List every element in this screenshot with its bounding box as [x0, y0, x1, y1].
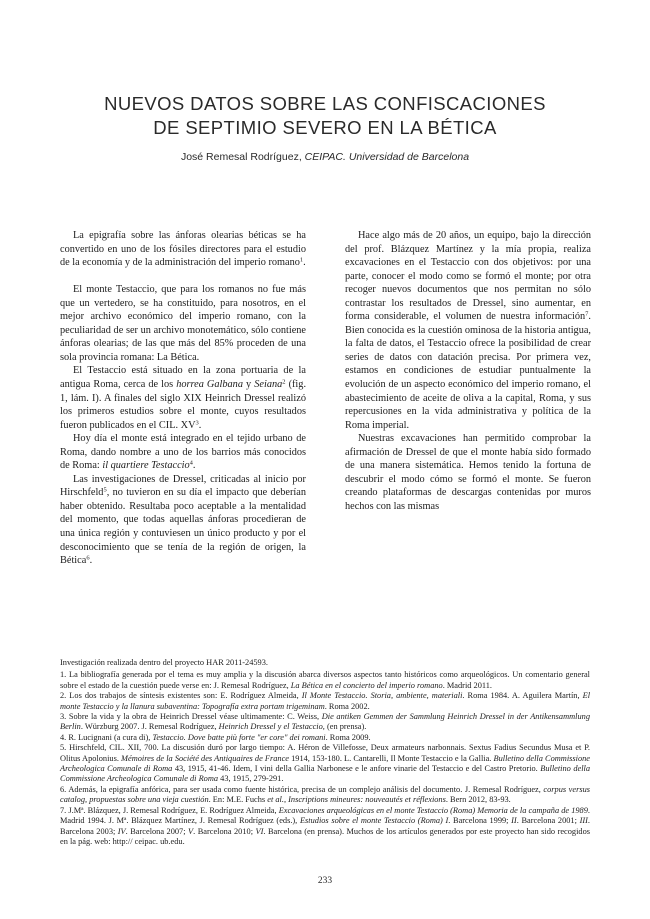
title-line-1: NUEVOS DATOS SOBRE LAS CONFISCACIONES: [104, 93, 546, 114]
footnote-2: 2. Los dos trabajos de síntesis existentes son: E. Rodríguez Almeida, Il Monte Testaccio. Storia, ambiente, materiali. Roma 1984. A. Aguilera Martín, El monte Testaccio y la llanura subaventina: Topografía extra portam trigeminam. Roma 2002.: [60, 691, 591, 711]
paragraph-5: Las investigaciones de Dressel, criticadas al inicio por Hirschfeld$^5$, no tuvieron en su día el impacto que deberían haber obtenido. Resultaba poco aceptable a la mentalidad del momento, que todas aquellas ánforas procedieran de una única región y contuviesen un único producto y por el desconocimiento que se tenía de la región de origen, la Bética$^6$.: [60, 473, 306, 567]
text-column-right: [345, 229, 591, 513]
author-affiliation: CEIPAC. Universidad de Barcelona: [304, 151, 470, 163]
paragraph-2: El monte Testaccio, que para los romanos no fue más que un vertedero, se ha constituido, para nosotros, en el mejor archivo económico del imperio romano, con la peculiaridad de ser un archivo monotemático, sólo contiene ánforas olearias; de las que más del 85% proceden de una sola provincia romana: La Bética.: [60, 284, 306, 363]
footnote-5: 5. Hirschfeld, CIL. XII, 700. La discusión duró por largo tiempo: A. Héron de Villefosse, Deux armateurs narbonnais. Sextus Fadius Secundus Musa et P. Olitus Apolonius. Mémoires de la Société des Antiquaires de France 1914, 153-180. L. Cantarelli, Il Monte Testaccio e la Gallia. Bulletino della Commissione Archeologica Comunale di Roma 43, 1915, 41-46. Idem, I vini della Gallia Narbonese e le anfore vinarie del Testaccio e del Castro Pretorio. Bulletino della Commissione Archeologica Comunale di Roma 43, 1915, 279-291.: [60, 743, 591, 784]
title-line-2: DE SEPTIMIO SEVERO EN LA BÉTICA: [153, 117, 497, 138]
footnote-7: 7. J.Mª. Blázquez, J. Remesal Rodríguez, E. Rodríguez Almeida, Excavaciones arqueológicas en el monte Testaccio (Roma) Memoria de la campaña de 1989. Madrid 1994. J. Mª. Blázquez Martínez, J. Remesal Rodríguez (eds.), Estudios sobre el monte Testaccio (Roma) I. Barcelona 1999; II. Barcelona 2001; III. Barcelona 2003; IV. Barcelona 2007; V. Barcelona 2010; VI. Barcelona (en prensa). Muchos de los artículos generados por este proyecto han sido recogidos en la pág. web: http:// ceipac. ub.edu.: [60, 805, 591, 846]
footnote-ref-3[interactable]: 3: [195, 419, 199, 427]
footnote-1: 1. La bibliografía generada por el tema es muy amplia y la discusión abarca diversos aspectos tanto históricos como arqueológicos. Un comentario general sobre el estado de la cuestión puede verse en: J. Remesal Rodríguez, La Bética en el concierto del imperio romano. Madrid 2011.: [60, 670, 590, 690]
paragraph-1: La epigrafía sobre las ánforas olearias béticas se ha convertido en uno de los fósiles directores para el estudio de la economía y de la administración del imperio romano$^1$.: [60, 230, 306, 269]
paragraph-7: Nuestras excavaciones han permitido comprobar la afirmación de Dressel de que el monte había sido formado de una manera sistemática. Hemos tenido la fortuna de descubrir el modo cómo se formó el monte. Se fueron creando plataformas de descargas contenidas por muros hechos con las mismas: [345, 433, 591, 512]
paragraph-4: Hoy día el monte está integrado en el tejido urbano de Roma, dando nombre a uno de los barrios más conocidos de Roma: il quartiere Testaccio$^4$.: [60, 433, 306, 472]
text-column-left: [60, 229, 306, 568]
footnotes-section: [60, 658, 590, 847]
page-number: 233: [317, 876, 333, 886]
article-title: [60, 92, 590, 140]
footnote-ref-6[interactable]: 6: [86, 554, 90, 562]
project-note: Investigación realizada dentro del proyecto HAR 2011-24593.: [60, 658, 268, 667]
footnote-ref-1[interactable]: 1: [299, 256, 304, 264]
author-name: José Remesal Rodríguez,: [180, 151, 302, 163]
author-byline: [60, 151, 590, 163]
footnote-ref-7[interactable]: 7: [585, 310, 589, 318]
footnote-6: 6. Además, la epigrafía anfórica, para ser usada como fuente histórica, precisa de un complejo análisis del documento. J. Remesal Rodríguez, corpus versus catalog, propuestas sobre una vieja cuestión. En: M.E. Fuchs et al., Inscriptions mineures: nouveautés et réflexions. Bern 2012, 83-93.: [60, 784, 590, 805]
footnote-4: 4. R. Lucignani (a cura di), Testaccio. Dove batte più forte "er core" dei romani. Roma 2009.: [60, 732, 371, 742]
footnote-3: 3. Sobre la vida y la obra de Heinrich Dressel véase ultimamente: C. Weiss, Die antiken Gemmen der Sammlung Heinrich Dressel in der Antikensammlung Berlin. Würzburg 2007. J. Remesal Rodríguez, Heinrich Dressel y el Testaccio, (en prensa).: [60, 712, 590, 732]
paragraph-6: Hace algo más de 20 años, un equipo, bajo la dirección del prof. Blázquez Martínez y la mía propia, realiza excavaciones en el Testaccio con dos objetivos: por una parte, conocer el modo como se formó el monte; por otra recoger nuevos documentos que nos permitan no sólo contrastar los resultados de Dressel, sino aumentar, en forma considerable, el volumen de nuestra información$^7$. Bien conocida es la cuestión ominosa de la historia antigua, la falta de datos, el Testaccio ofrece la posibilidad de crear series de datos con datación precisa. Por primera vez, estamos en condiciones de estudiar puntualmente la evolución de un aspecto económico del imperio romano, el abastecimiento de aceite de oliva a la capital, Roma, y sus repercusiones en la vida administrativa y política de la Roma imperial.: [345, 230, 591, 431]
footnote-ref-2[interactable]: 2: [282, 378, 286, 386]
paragraph-3: El Testaccio está situado en la zona portuaria de la antigua Roma, cerca de los horrea Galbana y Seiana$^2$ (fig. 1, lám. I). A finales del siglo XIX Heinrich Dressel realizó los primeros estudios sobre el monte, cuyos resultados fueron publicados en el CIL. $XV^3$.: [60, 365, 307, 431]
footnote-ref-4[interactable]: 4: [189, 459, 193, 467]
footnote-ref-5[interactable]: 5: [103, 486, 107, 494]
